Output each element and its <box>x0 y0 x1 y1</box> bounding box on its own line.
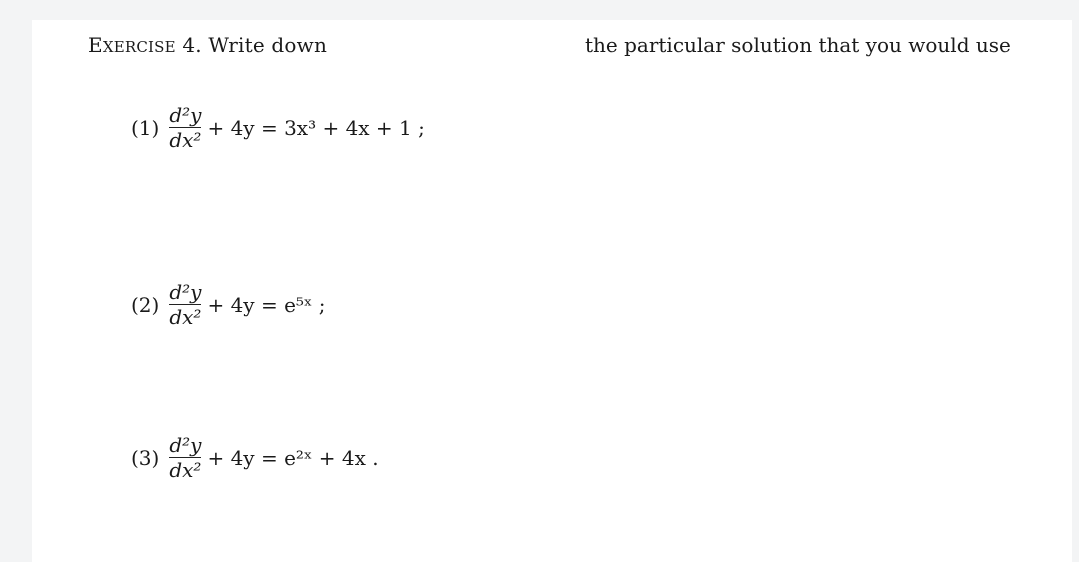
equation-3 <box>131 434 379 481</box>
exercise-instruction: Write down <box>208 33 328 57</box>
fraction-numerator: d²y <box>169 280 202 304</box>
equation-rhs: + 4y = e⁵ˣ ; <box>207 292 326 317</box>
fraction-numerator: d²y <box>169 433 202 457</box>
derivative-fraction <box>169 281 201 328</box>
fraction-denominator: dx² <box>169 458 202 482</box>
exercise-number: 4. <box>182 33 202 57</box>
exercise-heading <box>88 33 327 57</box>
derivative-fraction <box>169 434 201 481</box>
equation-rhs: + 4y = 3x³ + 4x + 1 ; <box>207 115 425 140</box>
exercise-label-rest: XERCISE <box>102 38 176 56</box>
equation-label: (3) <box>131 445 160 470</box>
equation-rhs: + 4y = e²ˣ + 4x . <box>207 445 379 470</box>
derivative-fraction <box>169 104 201 151</box>
equation-2 <box>131 281 326 328</box>
fraction-denominator: dx² <box>169 128 202 152</box>
fraction-numerator: d²y <box>169 103 202 127</box>
exercise-label-initial: E <box>88 33 103 57</box>
document-page <box>32 20 1072 562</box>
equation-1 <box>131 104 425 151</box>
equation-label: (1) <box>131 115 160 140</box>
fraction-denominator: dx² <box>169 305 202 329</box>
exercise-instruction-continuation: the particular solution that you would use <box>585 33 1011 57</box>
equation-label: (2) <box>131 292 160 317</box>
